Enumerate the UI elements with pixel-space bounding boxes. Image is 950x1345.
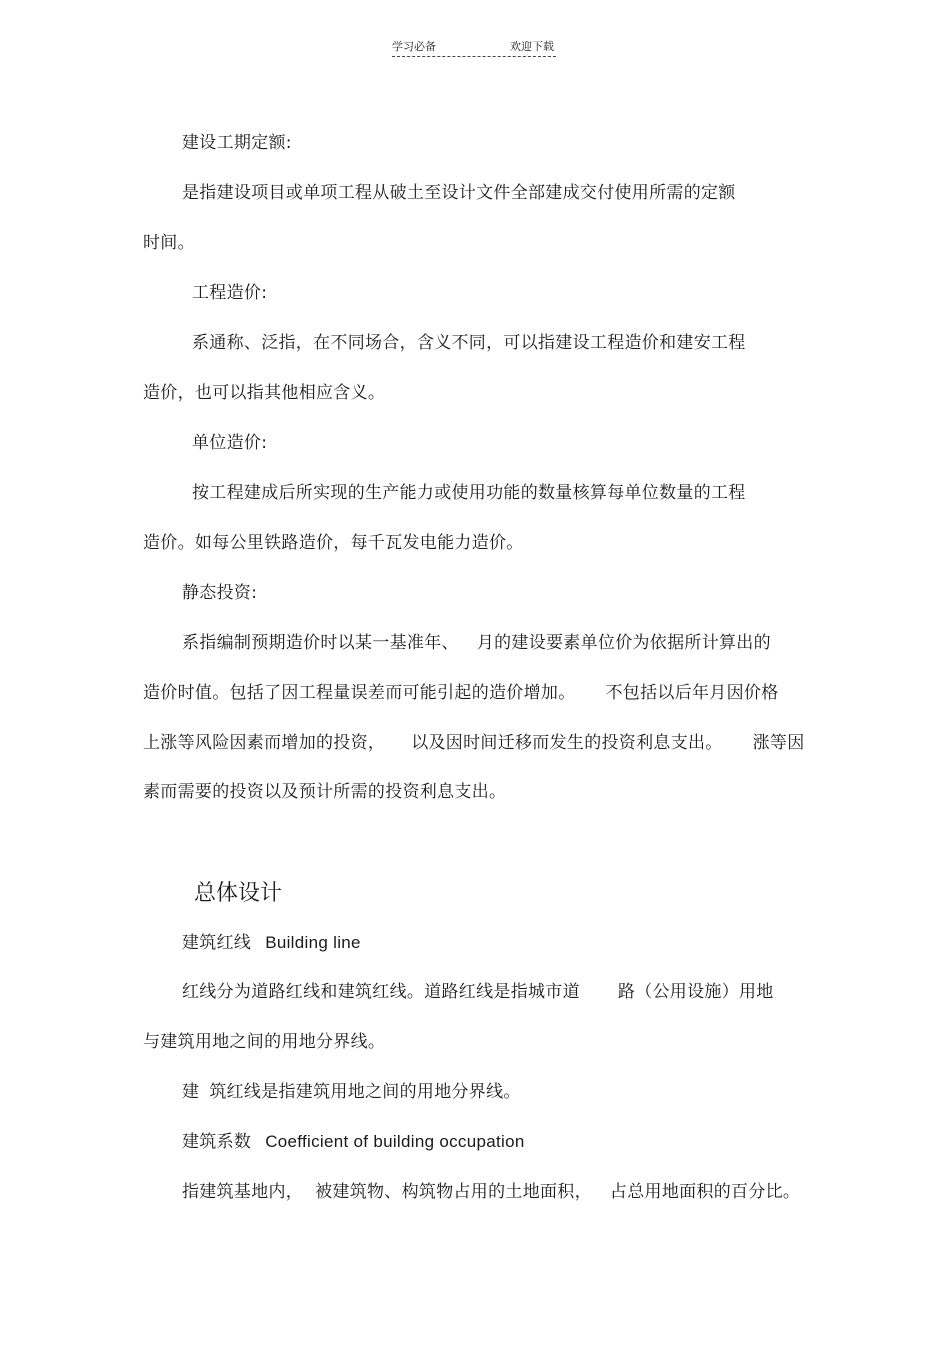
paragraph-unit-cost-line2: 造价。如每公里铁路造价，每千瓦发电能力造价。 (143, 533, 524, 553)
page-header (392, 40, 556, 57)
title-cn: 建筑系数 (182, 1132, 252, 1152)
text-segment: 涨等因 (752, 733, 805, 753)
paragraph-project-cost-line1: 系通称、泛指，在不同场合，含义不同，可以指建设工程造价和建安工程 (192, 333, 746, 353)
text-segment: 上涨等风险因素而增加的投资， (143, 733, 386, 753)
title-cn: 建筑红线 (182, 933, 252, 953)
section-title-static-investment: 静态投资: (182, 583, 258, 603)
paragraph-building-line-line1 (182, 981, 774, 1003)
text-segment: 红线分为道路红线和建筑红线。道路红线是指城市道 (182, 982, 580, 1002)
paragraph-unit-cost-line1: 按工程建成后所实现的生产能力或使用功能的数量核算每单位数量的工程 (192, 483, 746, 503)
text-segment: 不包括以后年月因价格 (605, 683, 779, 703)
text-segment: 以及因时间迁移而发生的投资利息支出。 (411, 733, 723, 753)
paragraph-static-investment-line2 (143, 682, 779, 704)
paragraph-static-investment-line3 (143, 732, 805, 754)
header-left-text: 学习必备 (392, 40, 436, 53)
paragraph-project-cost-line2: 造价，也可以指其他相应含义。 (143, 383, 386, 403)
text-segment: 月的建设要素单位价为依据所计算出的 (476, 633, 771, 653)
paragraph-building-coefficient-line1 (182, 1181, 800, 1203)
paragraph-construction-period-line2: 时间。 (143, 233, 195, 253)
heading-general-design: 总体设计 (194, 881, 283, 906)
section-title-unit-cost: 单位造价: (192, 433, 268, 453)
text-segment: 筑红线是指建筑用地之间的用地分界线。 (209, 1082, 521, 1102)
paragraph-building-line-line2: 与建筑用地之间的用地分界线。 (143, 1032, 386, 1052)
text-segment: 占总用地面积的百分比。 (609, 1182, 801, 1202)
title-en: Building line (265, 933, 361, 952)
text-segment: 造价时值。包括了因工程量误差而可能引起的造价增加。 (143, 683, 576, 703)
text-segment: 建 (182, 1082, 200, 1102)
paragraph-building-line-line3 (182, 1081, 521, 1103)
section-title-building-coefficient (182, 1131, 525, 1153)
paragraph-static-investment-line4: 素而需要的投资以及预计所需的投资利息支出。 (143, 782, 507, 802)
section-title-project-cost: 工程造价: (192, 283, 268, 303)
section-title-building-line (182, 932, 361, 954)
section-title-construction-period: 建设工期定额: (182, 133, 292, 153)
text-segment: 被建筑物、构筑物占用的土地面积， (315, 1182, 592, 1202)
header-right-text: 欢迎下载 (510, 40, 554, 53)
paragraph-construction-period-line1: 是指建设项目或单项工程从破土至设计文件全部建成交付使用所需的定额 (182, 183, 736, 203)
title-en: Coefficient of building occupation (265, 1132, 525, 1151)
text-segment: 指建筑基地内， (182, 1182, 304, 1202)
paragraph-static-investment-line1 (182, 632, 771, 654)
text-segment: 系指编制预期造价时以某一基准年、 (182, 633, 459, 653)
text-segment: 路（公用设施）用地 (617, 982, 774, 1002)
